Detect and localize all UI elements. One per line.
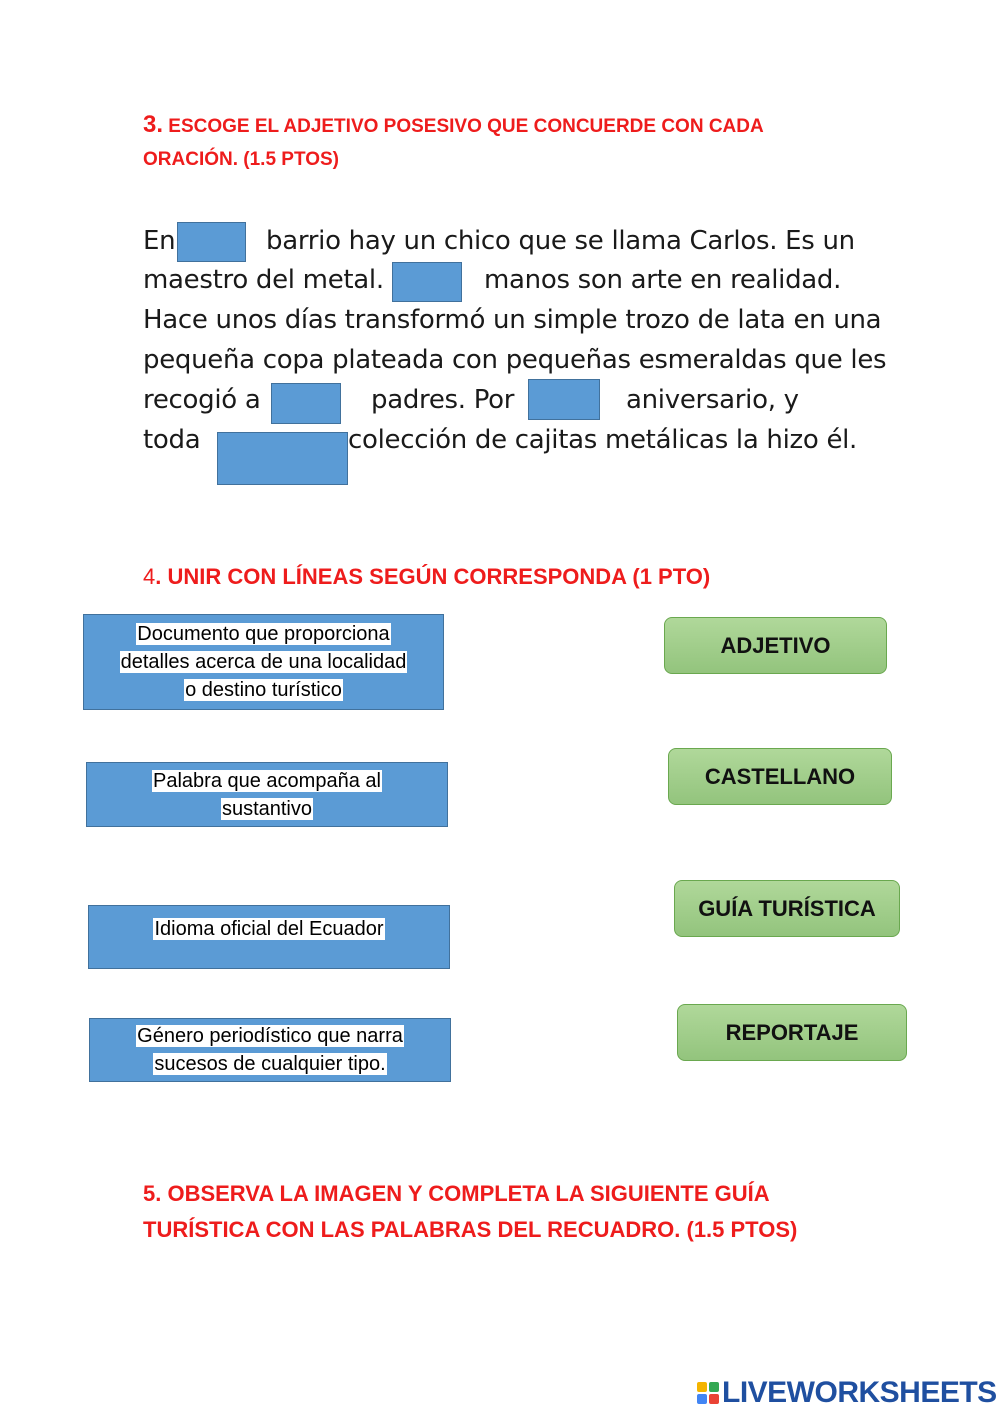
definition-4-line-1: Género periodístico que narra [137,1025,403,1047]
text-line-2-start: maestro del metal. [143,265,384,295]
term-box-guia-turistica[interactable]: GUÍA TURÍSTICA [674,880,900,937]
definition-box-3[interactable] [88,905,450,969]
text-line-5-middle: padres. Por [371,385,515,415]
section-4-heading [143,562,710,592]
text-line-1-start: En [143,226,176,256]
definition-1-line-1: Documento que proporciona [137,623,390,645]
section-3-number: 3. [143,111,164,138]
liveworksheets-brand [697,1376,997,1410]
blank-input-3[interactable] [271,383,341,424]
text-line-2-end: manos son arte en realidad. [484,265,842,295]
definition-1-line-3: o destino turístico [185,679,342,701]
term-box-adjetivo[interactable]: ADJETIVO [664,617,887,674]
definition-box-2[interactable] [86,762,448,827]
section-3-title: ESCOGE EL ADJETIVO POSESIVO QUE CONCUERDE CON CADA ORACIÓN. (1.5 PTOS) [143,116,764,170]
text-line-5-end: aniversario, y [626,385,799,415]
text-line-3: Hace unos días transformó un simple trozo de lata en una [143,305,882,335]
term-box-castellano[interactable]: CASTELLANO [668,748,892,805]
brand-name: LIVEWORKSHEETS [722,1376,997,1409]
definition-2-line-2: sustantivo [221,797,313,820]
text-line-4: pequeña copa plateada con pequeñas esmeraldas que les [143,345,887,375]
section-5-heading: 5. OBSERVA LA IMAGEN Y COMPLETA LA SIGUIENTE GUÍA TURÍSTICA CON LAS PALABRAS DEL RECUADRO. (1.5 PTOS) [143,1181,798,1242]
blank-input-2[interactable] [392,262,462,302]
definition-4-line-2: sucesos de cualquier tipo. [154,1053,386,1075]
blank-input-5[interactable] [217,432,348,485]
blank-input-1[interactable] [177,222,246,262]
definition-1-line-2: detalles acerca de una localidad [120,651,407,673]
term-box-reportaje[interactable]: REPORTAJE [677,1004,907,1061]
definition-box-4[interactable] [89,1018,451,1082]
text-line-6-end: colección de cajitas metálicas la hizo él. [348,425,858,455]
text-line-6-start: toda [143,425,201,455]
definition-3-line-1: Idioma oficial del Ecuador [154,918,384,940]
blank-input-4[interactable] [528,379,600,420]
section-4-number: 4 [143,564,156,589]
section-3-heading [143,108,803,176]
text-line-5-start: recogió a [143,385,261,415]
text-line-1-end: barrio hay un chico que se llama Carlos. Es un [266,226,855,256]
definition-box-1[interactable] [83,614,444,710]
definition-2-line-1: Palabra que acompaña al [153,769,381,792]
liveworksheets-logo-icon [697,1382,719,1404]
section-4-title: . UNIR CON LÍNEAS SEGÚN CORRESPONDA (1 PTO) [155,564,711,589]
